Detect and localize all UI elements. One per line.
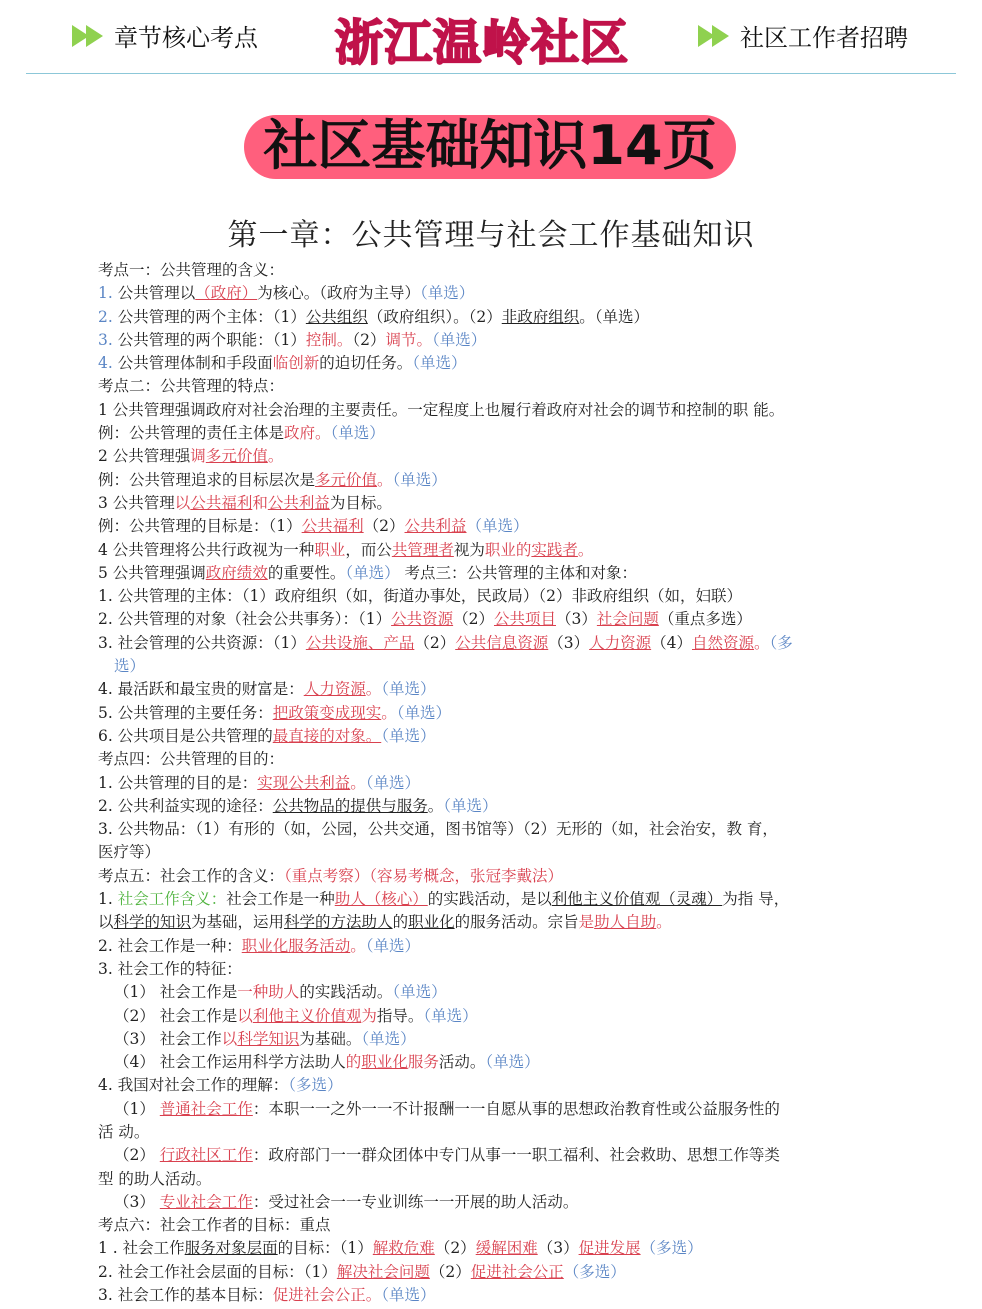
text-line (98, 748, 868, 771)
text-segment: （4） (651, 633, 692, 652)
text-segment: 考点一：公共管理的含义： (98, 261, 285, 279)
text-line (98, 1051, 868, 1074)
text-segment: 多元价值 (315, 470, 378, 489)
text-segment: （单选） (381, 726, 436, 745)
text-line (98, 725, 868, 748)
text-line (98, 1191, 868, 1214)
text-segment: （政府组织）。（2） (367, 307, 502, 326)
text-segment: 公共利益 (267, 493, 330, 512)
text-segment: 科学的方法助人 (284, 913, 393, 932)
text-segment: 。 (365, 680, 382, 699)
text-segment: 例：公共管理的责任主体是 (98, 424, 285, 443)
title-banner: 社区基础知识14页 (263, 114, 717, 177)
text-line (98, 1005, 868, 1028)
text-segment: 为目标。 (329, 493, 392, 512)
text-line (98, 562, 868, 585)
header-right (698, 18, 908, 53)
text-segment: 的迫切任务。 (319, 354, 413, 373)
text-line (98, 1284, 868, 1307)
text-segment: 职业化服务活动 (241, 936, 351, 955)
text-segment: 以 (221, 1029, 238, 1048)
header-left-label: 章节核心考点 (114, 24, 258, 52)
text-segment: 为 (361, 1006, 377, 1025)
text-segment: 的实践活动，是以 (427, 890, 552, 909)
text-segment: 专业社会工作 (159, 1192, 253, 1211)
text-segment: ，而公 (345, 540, 392, 559)
text-segment: 公共管理以 (112, 284, 196, 303)
text-segment: 为基础，运用 (191, 913, 285, 932)
text-segment: 调 (190, 447, 206, 466)
text-segment: 一种助人 (237, 983, 300, 1002)
text-segment: （政府） (195, 284, 258, 303)
text-segment: 缓解困难 (475, 1239, 538, 1258)
text-segment: （单选） (381, 680, 436, 699)
text-line (98, 492, 868, 515)
text-segment: 3. 社会工作的特征： (98, 959, 242, 978)
text-segment: 4 公共管理将公共行政视为一种 (98, 540, 315, 559)
text-line (98, 329, 868, 352)
text-segment: 。 (365, 1286, 382, 1305)
text-segment: 考点五：社会工作的含义： (98, 866, 285, 885)
text-segment: 2. 公共利益实现的途径： (98, 796, 273, 815)
text-segment: 职业 (314, 540, 346, 559)
text-segment: （2） 社会工作是 (114, 1006, 238, 1025)
text-line (98, 981, 868, 1004)
text-line (98, 608, 868, 631)
text-segment: 服务对象层面 (184, 1239, 278, 1258)
text-segment: 行政社区工作 (159, 1146, 253, 1165)
text-segment: （单选） (392, 470, 447, 489)
text-segment: 临创新 (272, 354, 320, 373)
text-segment: （3） (537, 1239, 579, 1258)
text-segment: 6. 公共项目是公共管理的 (98, 726, 273, 745)
text-line (98, 1168, 868, 1191)
text-segment: 促进社会公正 (272, 1286, 366, 1305)
text-segment: 的实践活动。 (299, 983, 393, 1002)
text-segment: 选） (114, 657, 146, 676)
text-segment: 社会问题 (596, 610, 659, 629)
text-line (98, 515, 868, 538)
text-line (98, 585, 868, 608)
text-segment: 。 (754, 633, 770, 652)
text-segment: 人力资源 (303, 680, 366, 699)
text-segment: 公共福利 (301, 517, 364, 536)
text-segment: （1） 社会工作是 (114, 983, 238, 1002)
text-segment: 医疗等） (98, 843, 161, 862)
text-segment: 公共管理体制和手段面 (112, 354, 273, 373)
text-line (98, 935, 868, 958)
text-segment: 利他主义价值观 (252, 1006, 362, 1025)
text-segment: 以 (174, 493, 191, 512)
header-left (72, 18, 258, 53)
text-segment: 公共物品的提供与服务 (272, 796, 428, 815)
text-segment: （2） (453, 610, 494, 629)
text-segment: 以 (98, 913, 114, 932)
text-segment: 以 (237, 1006, 253, 1025)
chapter-title: 第一章：公共管理与社会工作基础知识 (227, 218, 755, 253)
header-bar (0, 0, 982, 76)
text-segment: 。 (350, 936, 366, 955)
text-segment: 政府绩效 (205, 563, 268, 582)
header-divider (26, 73, 956, 74)
text-segment: 公共设施、产品 (305, 633, 415, 652)
text-segment: 的 (345, 1053, 362, 1072)
text-segment: 职业化 (408, 913, 455, 932)
text-segment: 助人（核心） (334, 890, 428, 909)
text-line (98, 1144, 868, 1167)
text-line (98, 1121, 868, 1144)
text-segment: （单选） (381, 1286, 436, 1305)
text-line (98, 1028, 868, 1051)
text-segment: （1） (114, 1099, 160, 1118)
text-segment: 公共管理的两个职能：（1） (112, 330, 306, 349)
text-segment: （2） (363, 517, 405, 536)
text-segment: （单选） (443, 796, 498, 815)
text-segment: 的服务活动。宗旨 (454, 913, 579, 932)
text-segment: 促进社会公正 (470, 1262, 564, 1281)
text-segment: 调节。 (385, 330, 432, 349)
text-segment: 3. 社会管理的公共资源：（1） (98, 633, 306, 652)
text-segment: 例：公共管理的目标是：（1） (98, 517, 302, 536)
text-segment: （单选） (420, 284, 475, 303)
text-line (98, 399, 868, 422)
text-segment: （多 (769, 633, 793, 652)
text-segment: （3） 社会工作 (114, 1029, 222, 1048)
text-segment: 公共资源 (391, 610, 454, 629)
text-segment: （单选） (396, 703, 452, 722)
text-line (98, 655, 868, 678)
text-line (98, 445, 868, 468)
brand-title: 浙江温岭社区 (335, 15, 630, 71)
text-segment: 解救危难 (372, 1239, 435, 1258)
text-segment: 职业化 (361, 1053, 408, 1072)
text-segment: 科学知识 (237, 1029, 300, 1048)
text-segment: （单选） (330, 424, 385, 443)
text-segment: （4） 社会工作运用科学方法助人 (114, 1053, 346, 1072)
text-segment: 5. 公共管理的主要任务： (98, 703, 273, 722)
text-segment: 公共项目 (493, 610, 556, 629)
text-segment: 活动。 (438, 1053, 486, 1072)
text-segment: 。 (377, 470, 393, 489)
text-segment: （2） (434, 1239, 476, 1258)
text-segment: （多选） (288, 1076, 343, 1095)
text-segment: 例：公共管理追求的目标层次是 (98, 470, 316, 489)
text-segment: 利他主义价值观（灵魂） (551, 890, 723, 909)
text-segment: 3 公共管理 (98, 493, 175, 512)
text-segment: 。 (427, 796, 444, 815)
text-line (98, 1214, 868, 1237)
text-segment: 非政府组织 (501, 307, 580, 326)
text-segment: 为核心。（政府为主导） (257, 284, 421, 303)
text-line (98, 888, 868, 911)
text-segment: 1. 公共管理的主体：（1）政府组织（如，街道办事处，民政局）（2）非政府组织（如，妇联） (98, 587, 742, 606)
text-line (98, 352, 868, 375)
text-segment: 2. (98, 307, 113, 326)
text-segment: 4. 最活跃和最宝贵的财富是： (98, 680, 304, 699)
text-segment: （单选） (432, 330, 487, 349)
text-segment: （单选） (365, 936, 421, 955)
text-line (98, 282, 868, 305)
text-line (98, 841, 868, 864)
text-segment: 1. (98, 890, 118, 909)
text-segment: 助人自助 (594, 913, 657, 932)
text-segment: 公共组织 (305, 307, 368, 326)
text-segment: 。 (350, 773, 366, 792)
text-segment: 考点二：公共管理的特点： (98, 377, 285, 396)
text-segment: 3. 公共物品：（1）有形的（如，公园，公共交通，图书馆等）（2）无形的（如，社会治安，教 育， (98, 820, 778, 839)
text-segment: 4. 我国对社会工作的理解： (98, 1076, 289, 1095)
text-segment: （单选） (392, 983, 447, 1002)
text-segment: 社会工作是一种 (226, 890, 335, 909)
text-segment: （单选） (412, 354, 467, 373)
text-line (98, 422, 868, 445)
text-segment: ：受过社会一一专业训练一一开展的助人活动。 (252, 1192, 579, 1211)
text-segment: 1 公共管理强调政府对社会治理的主要责任。一定程度上也履行着政府对社会的调节和控制的职 能。 (98, 400, 785, 419)
text-segment: 活 动。 (98, 1122, 150, 1141)
text-segment: 把政策变成现实 (272, 703, 382, 722)
text-segment: （3） (556, 610, 597, 629)
text-segment: 公共福利 (190, 493, 253, 512)
text-segment: 。 (656, 913, 672, 932)
text-segment: （单选） (361, 1029, 416, 1048)
text-segment: 2 公共管理强 (98, 447, 191, 466)
text-segment: 1. 公共管理的目的是： (98, 773, 258, 792)
text-segment: 考点三：公共管理的主体和对象： (399, 563, 638, 582)
document-body (98, 259, 868, 1307)
text-segment: 政府。 (284, 424, 331, 443)
text-segment: 社会工作含义： (117, 890, 227, 909)
text-line (98, 469, 868, 492)
text-segment: （2） (429, 1262, 471, 1281)
text-segment: （2） (414, 633, 456, 652)
text-segment: 自然资源 (692, 633, 755, 652)
text-line (98, 772, 868, 795)
text-segment: 2. 社会工作社会层面的目标：（1） (98, 1262, 337, 1281)
text-segment: 4. (98, 354, 113, 373)
text-segment: （多选） (640, 1239, 703, 1258)
text-line (98, 911, 868, 934)
text-segment: 人力资源 (589, 633, 652, 652)
text-segment: 指导。 (376, 1006, 424, 1025)
text-segment: 2. 社会工作是一种： (98, 936, 242, 955)
text-segment: 公共管理的两个主体：（1） (112, 307, 306, 326)
text-segment: 考点四：公共管理的目的： (98, 750, 285, 769)
text-segment: （3） (548, 633, 590, 652)
header-right-label: 社区工作者招聘 (740, 24, 908, 52)
text-segment: 科学的知识 (113, 913, 192, 932)
text-segment: （单选） (365, 773, 421, 792)
text-segment: （2） (352, 330, 386, 349)
text-segment: 多元价值 (205, 447, 268, 466)
text-line (98, 795, 868, 818)
text-segment: 为基础。 (299, 1029, 362, 1048)
text-line (98, 1261, 868, 1284)
text-segment: 考点六：社会工作者的目标：重点 (98, 1216, 331, 1235)
text-segment: 5 公共管理强调 (98, 563, 206, 582)
text-segment: 共管理者 (391, 540, 454, 559)
text-segment: 最直接的对象。 (272, 726, 382, 745)
text-segment: （2） (114, 1146, 160, 1165)
text-segment: （单选） (345, 563, 400, 582)
text-segment: 职业的 (484, 540, 532, 559)
text-segment: 控制。 (305, 330, 353, 349)
text-segment: 普通社会工作 (159, 1099, 253, 1118)
text-segment: 3. (98, 330, 113, 349)
text-segment: （重点多选） (658, 610, 752, 629)
text-line (98, 632, 868, 655)
text-segment: 促进发展 (578, 1239, 641, 1258)
text-segment: 1. (98, 284, 113, 303)
text-segment: （单选） (485, 1053, 540, 1072)
text-segment: （单选） (466, 517, 529, 536)
text-segment: 型 的助人活动。 (98, 1169, 212, 1188)
text-segment: 服务 (407, 1053, 439, 1072)
text-segment: 和 (252, 493, 268, 512)
text-segment: 的 (392, 913, 409, 932)
text-segment: ：本职一一之外一一不计报酬一一自愿从事的思想政治教育性或公益服务性的 (252, 1099, 780, 1118)
text-line (98, 818, 868, 841)
text-line (98, 1098, 868, 1121)
text-line (98, 1074, 868, 1097)
text-segment: 解决社会问题 (336, 1262, 430, 1281)
text-segment: 的目标：（1） (277, 1239, 373, 1258)
text-segment: （单选） (423, 1006, 478, 1025)
text-segment: 的重要性。 (267, 563, 346, 582)
text-segment: 。 (577, 540, 594, 559)
text-segment: 实现公共利益 (257, 773, 351, 792)
text-line (98, 1237, 868, 1260)
text-line (98, 375, 868, 398)
text-segment: （多选） (563, 1262, 626, 1281)
text-line (98, 539, 868, 562)
text-segment: 2. 公共管理的对象（社会公共事务）：（1） (98, 610, 392, 629)
double-arrow-icon (698, 25, 726, 47)
text-segment: 是 (578, 913, 595, 932)
text-segment: 为指 导， (722, 890, 790, 909)
double-arrow-icon (72, 25, 100, 47)
text-line (98, 259, 868, 282)
text-segment: 1 . 社会工作 (98, 1239, 185, 1258)
text-segment: 实践者 (531, 540, 578, 559)
text-line (98, 958, 868, 981)
text-segment: 公共信息资源 (455, 633, 549, 652)
text-segment: 。 (267, 447, 284, 466)
text-segment: 视为 (453, 540, 485, 559)
text-segment: 。 (381, 703, 397, 722)
text-segment: 公共利益 (404, 517, 467, 536)
text-segment: 。（单选） (579, 307, 650, 326)
text-line (98, 702, 868, 725)
text-segment: （3） (114, 1192, 160, 1211)
text-segment: （重点考察）（容易考概念，张冠李戴法） (284, 866, 564, 885)
text-segment: ：政府部门一一群众团体中专门从事一一职工福利、社会救助、思想工作等类 (252, 1146, 780, 1165)
text-segment: 3. 社会工作的基本目标： (98, 1286, 273, 1305)
text-line (98, 678, 868, 701)
text-line (98, 865, 868, 888)
text-line (98, 306, 868, 329)
